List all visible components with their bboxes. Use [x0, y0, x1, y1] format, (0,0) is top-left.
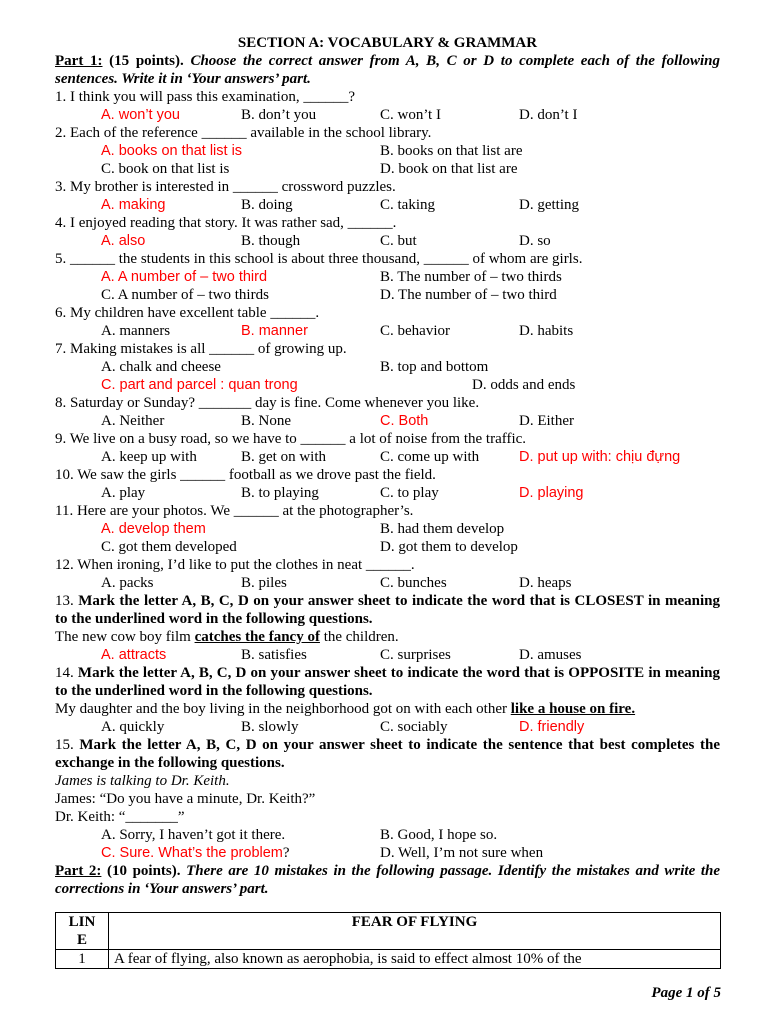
options-14 — [55, 718, 720, 736]
page-number: Page 1 of 5 — [651, 985, 721, 1001]
option-c-tail: ? — [282, 845, 290, 861]
option-c: C. won’t I — [380, 107, 441, 123]
options-5b — [55, 286, 720, 304]
question-15-number: 15. — [55, 737, 80, 753]
line-header — [56, 913, 109, 950]
exam-document — [55, 34, 720, 898]
question-10: 10. We saw the girls ______ football as we drove past the field. — [55, 467, 436, 483]
passage-line: A fear of flying, also known as aerophobia, is said to effect almost 10% of the — [109, 950, 721, 969]
option-c: C. Both — [380, 413, 429, 429]
option-c: C. surprises — [380, 647, 451, 663]
part2-header — [55, 862, 720, 898]
question-7: 7. Making mistakes is all ______ of growing up. — [55, 341, 347, 357]
option-a: A. develop them — [101, 521, 206, 537]
option-d: D. habits — [519, 323, 574, 339]
options-2a — [55, 142, 720, 160]
option-d: D. Well, I’m not sure when — [380, 845, 544, 861]
line-header-text: LINE — [68, 914, 96, 948]
sentence-part: My daughter and the boy living in the neighborhood got on with each other — [55, 701, 511, 717]
option-a: A. quickly — [101, 719, 165, 735]
question-11: 11. Here are your photos. We ______ at the photographer’s. — [55, 503, 414, 519]
question-13-sentence — [55, 628, 720, 646]
question-14-sentence — [55, 700, 720, 718]
option-d: D. put up with: chịu đựng — [519, 449, 681, 465]
option-a: A. won’t you — [101, 107, 180, 123]
question-9: 9. We live on a busy road, so we have to ______ a lot of noise from the traffic. — [55, 431, 527, 447]
options-15b — [55, 844, 720, 862]
question-5: 5. ______ the students in this school is about three thousand, ______ of whom are girls. — [55, 251, 583, 267]
option-b: B. Good, I hope so. — [380, 827, 498, 843]
option-d: D. got them to develop — [380, 539, 518, 555]
question-1: 1. I think you will pass this examination, ______? — [55, 89, 355, 105]
part2-instruction: There are 10 mistakes in the following passage. Identify the mistakes and write the corrections in ‘Your answers’ part. — [55, 863, 721, 897]
option-b: B. piles — [241, 575, 287, 591]
part1-label: Part 1: — [55, 53, 103, 69]
question-8: 8. Saturday or Sunday? _______ day is fine. Come whenever you like. — [55, 395, 480, 411]
question-13-number: 13. — [55, 593, 79, 609]
option-c: C. but — [380, 233, 417, 249]
option-a: A. play — [101, 485, 146, 501]
part1-header — [55, 52, 720, 88]
dialogue-line-keith: Dr. Keith: “_______” — [55, 809, 185, 825]
option-c: C. taking — [380, 197, 435, 213]
option-d: D. getting — [519, 197, 579, 213]
dialogue-line-james: James: “Do you have a minute, Dr. Keith?” — [55, 791, 316, 807]
option-d: D. heaps — [519, 575, 572, 591]
options-11b — [55, 538, 720, 556]
option-a: A. also — [101, 233, 146, 249]
option-c: C. bunches — [380, 575, 447, 591]
options-11a — [55, 520, 720, 538]
question-4: 4. I enjoyed reading that story. It was rather sad, ______. — [55, 215, 397, 231]
dialogue-context: James is talking to Dr. Keith. — [55, 773, 230, 789]
option-d: D. amuses — [519, 647, 582, 663]
option-b: B. top and bottom — [380, 359, 489, 375]
option-c: C. book on that list is — [101, 161, 230, 177]
option-a: A. manners — [101, 323, 171, 339]
option-a: A. packs — [101, 575, 154, 591]
section-title: SECTION A: VOCABULARY & GRAMMAR — [237, 35, 538, 51]
question-15-text: Mark the letter A, B, C, D on your answer sheet to indicate the sentence that best completes the exchange in the following questions. — [55, 737, 721, 771]
option-d: D. friendly — [519, 719, 585, 735]
option-c — [101, 844, 290, 862]
passage-title: FEAR OF FLYING — [109, 913, 721, 950]
options-1 — [55, 106, 720, 124]
option-a: A. Neither — [101, 413, 165, 429]
option-d: D. odds and ends — [472, 377, 576, 393]
option-c: C. part and parcel : quan trong — [101, 377, 298, 393]
sentence-part: The new cow boy film — [55, 629, 195, 645]
part2-points: (10 points). — [101, 863, 181, 879]
part2-label: Part 2: — [55, 863, 102, 879]
question-12: 12. When ironing, I’d like to put the clothes in neat ______. — [55, 557, 415, 573]
option-a: A. making — [101, 197, 166, 213]
part1-points: (15 points). — [102, 53, 184, 69]
sentence-part: the children. — [319, 629, 399, 645]
option-b: B. to playing — [241, 485, 319, 501]
underlined-phrase: like a house on fire. — [510, 701, 636, 717]
option-c: C. come up with — [380, 449, 480, 465]
options-2b — [55, 160, 720, 178]
option-b: B. had them develop — [380, 521, 505, 537]
question-15-instruction — [55, 736, 720, 772]
option-d: D. The number of – two third — [380, 287, 557, 303]
option-a: A. Sorry, I haven’t got it there. — [101, 827, 286, 843]
part1-instruction: Choose the correct answer from A, B, C or D to complete each of the following sentences. Write it in ‘Your answers’ part. — [55, 53, 720, 87]
option-b: B. satisfies — [241, 647, 307, 663]
option-b: B. don’t you — [241, 107, 317, 123]
question-14-instruction — [55, 664, 720, 700]
option-a: A. keep up with — [101, 449, 197, 465]
options-6 — [55, 322, 720, 340]
question-3: 3. My brother is interested in ______ crossword puzzles. — [55, 179, 396, 195]
table-row — [56, 950, 721, 969]
options-13 — [55, 646, 720, 664]
option-d: D. don’t I — [519, 107, 578, 123]
option-c: C. behavior — [380, 323, 450, 339]
option-d: D. so — [519, 233, 551, 249]
option-c: C. sociably — [380, 719, 448, 735]
option-b: B. books on that list are — [380, 143, 523, 159]
option-a: A. chalk and cheese — [101, 359, 221, 375]
options-10 — [55, 484, 720, 502]
line-number: 1 — [56, 950, 109, 969]
option-b: B. doing — [241, 197, 293, 213]
option-a: A. books on that list is — [101, 143, 243, 159]
table-header-row — [56, 913, 721, 950]
question-6: 6. My children have excellent table ______. — [55, 305, 320, 321]
options-5a — [55, 268, 720, 286]
question-14-number: 14. — [55, 665, 78, 681]
option-b: B. manner — [241, 323, 308, 339]
question-13-instruction — [55, 592, 720, 628]
option-d: D. playing — [519, 485, 584, 501]
options-12 — [55, 574, 720, 592]
option-c: C. got them developed — [101, 539, 237, 555]
option-d: D. Either — [519, 413, 574, 429]
option-b: B. slowly — [241, 719, 299, 735]
option-b: B. None — [241, 413, 291, 429]
options-3 — [55, 196, 720, 214]
options-4 — [55, 232, 720, 250]
options-7a — [55, 358, 720, 376]
option-b: B. get on with — [241, 449, 326, 465]
option-b: B. though — [241, 233, 301, 249]
question-14-text: Mark the letter A, B, C, D on your answer sheet to indicate the word that is OPPOSITE in meaning to the underlined word in the following questions. — [55, 665, 720, 699]
option-c: C. to play — [380, 485, 439, 501]
question-2: 2. Each of the reference ______ available in the school library. — [55, 125, 432, 141]
options-8 — [55, 412, 720, 430]
underlined-phrase: catches the fancy of — [194, 629, 320, 645]
option-a: A. A number of – two third — [101, 269, 268, 285]
passage-table — [55, 912, 721, 969]
option-c-answer: C. Sure. What’s the problem — [101, 845, 283, 861]
option-c: C. A number of – two thirds — [101, 287, 269, 303]
options-9 — [55, 448, 720, 466]
options-15a — [55, 826, 720, 844]
option-a: A. attracts — [101, 647, 167, 663]
question-13-text: Mark the letter A, B, C, D on your answer sheet to indicate the word that is CLOSEST in meaning to the underlined word in the following questions. — [55, 593, 720, 627]
option-d: D. book on that list are — [380, 161, 518, 177]
option-b: B. The number of – two thirds — [380, 269, 562, 285]
options-7b — [55, 376, 720, 394]
